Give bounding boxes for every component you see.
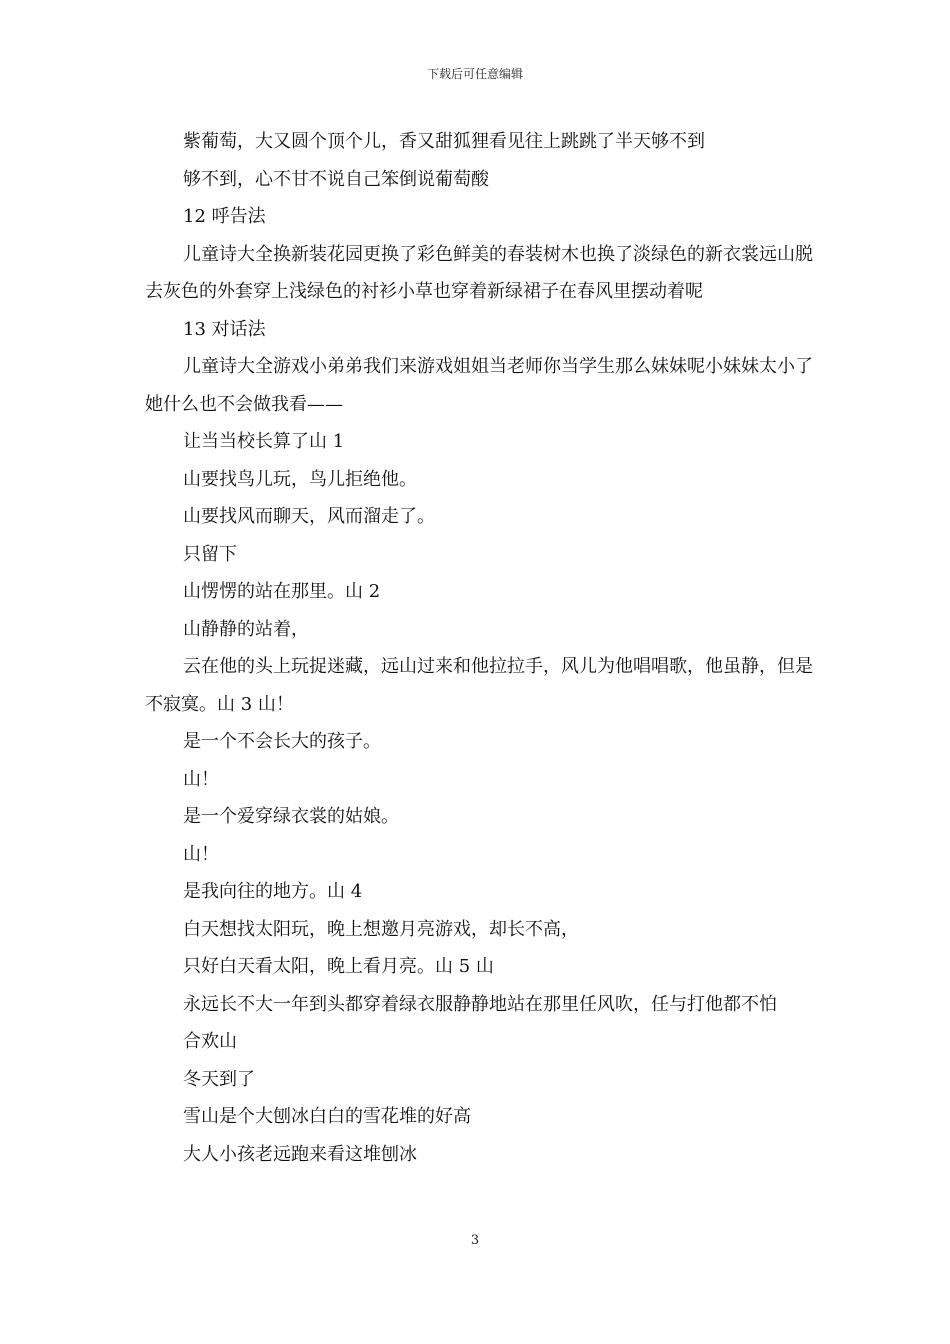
paragraph-line: 山！ <box>183 768 219 790</box>
paragraph-line: 冬天到了 <box>183 1068 255 1090</box>
page-number: 3 <box>470 1233 480 1248</box>
paragraph-line: 雪山是个大刨冰白白的雪花堆的好高 <box>183 1106 471 1127</box>
paragraph-line: 够不到，心不甘不说自己笨倒说葡萄酸 <box>183 168 489 190</box>
paragraph-line: 合欢山 <box>183 1031 237 1052</box>
paragraph-line: 大人小孩老远跑来看这堆刨冰 <box>183 1143 417 1165</box>
paragraph-line: 山！ <box>183 843 219 865</box>
paragraph-line: 是一个不会长大的孩子。 <box>183 731 381 752</box>
paragraph-line: 只留下 <box>183 543 237 565</box>
paragraph: 云在他的头上玩捉迷藏，远山过来和他拉拉手，风儿为他唱唱歌，他虽静，但是不寂寞。山 3 山！ <box>145 656 813 715</box>
section-heading: 12 呼告法 <box>183 206 266 227</box>
paragraph-line: 山愣愣的站在那里。山 2 <box>183 581 381 602</box>
paragraph-line: 是一个爱穿绿衣裳的姑娘。 <box>183 806 399 827</box>
section-heading: 13 对话法 <box>183 318 266 340</box>
paragraph-line: 只好白天看太阳，晚上看月亮。山 5 山 <box>183 956 494 977</box>
body-text <box>145 123 815 1173</box>
paragraph-line: 山静静的站着， <box>183 618 309 640</box>
paragraph: 永远长不大一年到头都穿着绿衣服静静地站在那里任风吹，任与打他都不怕 <box>183 993 777 1015</box>
paragraph: 儿童诗大全游戏小弟弟我们来游戏姐姐当老师你当学生那么妹妹呢小妹妹太小了她什么也不会做我看—— <box>145 356 813 415</box>
paragraph-line: 白天想找太阳玩，晚上想邀月亮游戏，却长不高， <box>183 918 579 940</box>
paragraph-line: 山要找风而聊天，风而溜走了。 <box>183 506 435 527</box>
page-header: 下载后可任意编辑 <box>426 67 523 81</box>
paragraph-line: 是我向往的地方。山 4 <box>183 881 363 902</box>
paragraph: 儿童诗大全换新装花园更换了彩色鲜美的春装树木也换了淡绿色的新衣裳远山脱去灰色的外套穿上浅绿色的衬衫小草也穿着新绿裙子在春风里摆动着呢 <box>145 243 813 302</box>
paragraph-line: 紫葡萄，大又圆个顶个儿，香又甜狐狸看见往上跳跳了半天够不到 <box>183 131 705 152</box>
paragraph-line: 山要找鸟儿玩，鸟儿拒绝他。 <box>183 468 417 490</box>
paragraph-line: 让当当校长算了山 1 <box>183 431 345 452</box>
